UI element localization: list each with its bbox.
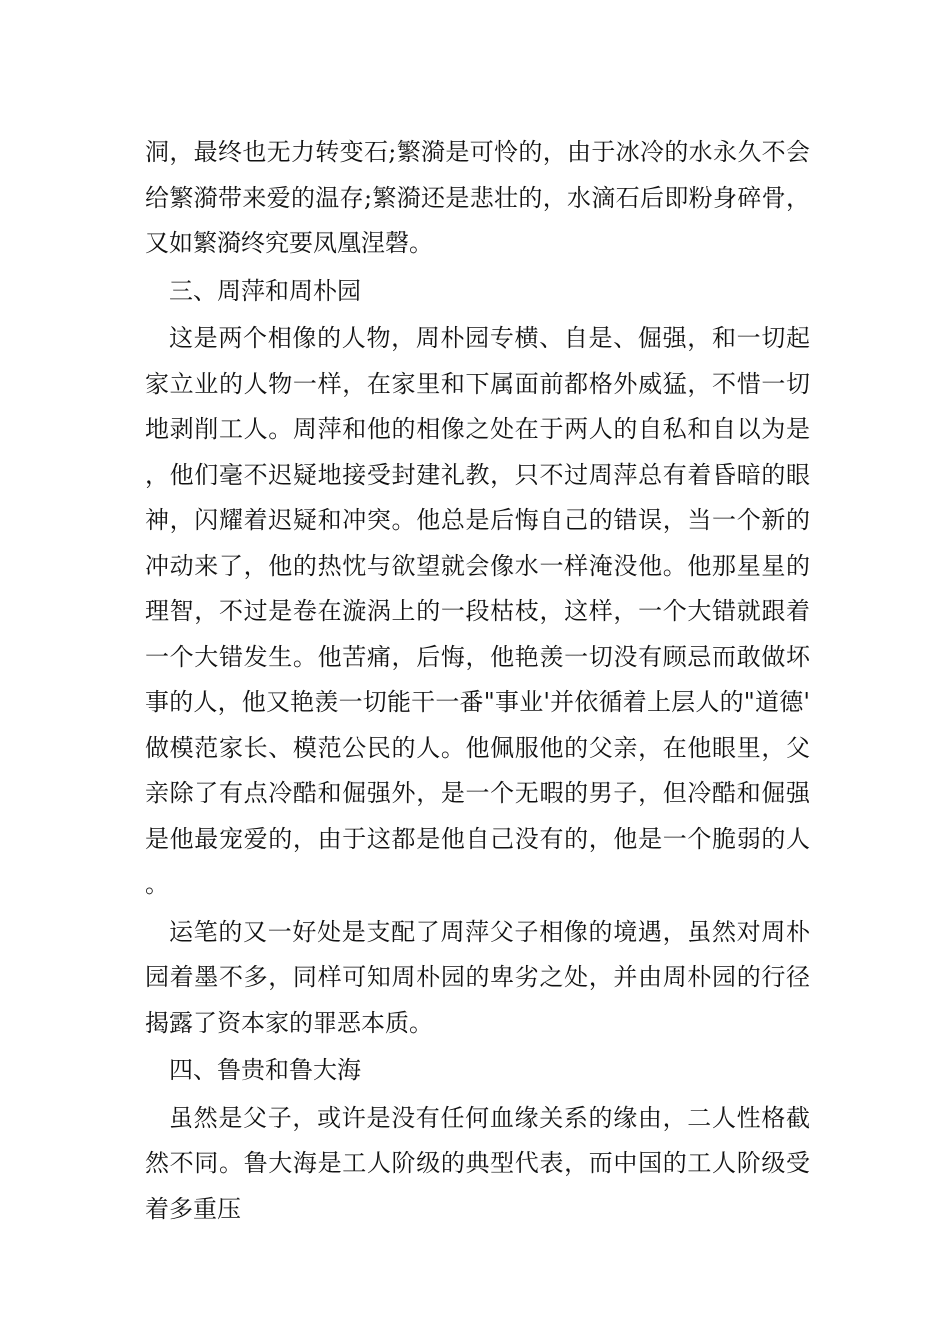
paragraph-fanyi-conclusion: 洞，最终也无力转变石;繁漪是可怜的，由于冰冷的水永久不会给繁漪带来爱的温存;繁漪还是悲壮的，水滴石后即粉身碎骨，又如繁漪终究要凤凰涅磬。 xyxy=(145,138,810,257)
paragraph-writing-merit: 运笔的又一好处是支配了周萍父子相像的境遇，虽然对周朴园着墨不多，同样可知周朴园的卑劣之处，并由周朴园的行径揭露了资本家的罪恶本质。 xyxy=(145,917,810,1037)
document-page xyxy=(145,130,810,1232)
paragraph-zhouping-zhoupuyuan: 这是两个相像的人物，周朴园专横、自是、倔强，和一切起家立业的人物一样，在家里和下属面前都格外威猛，不惜一切地剥削工人。周萍和他的相像之处在于两人的自私和自以为是，他们毫不迟疑地接受封建礼教，只不过周萍总有着昏暗的眼神，闪耀着迟疑和冲突。他总是后悔自己的错误，当一个新的冲动来了，他的热忱与欲望就会像水一样淹没他。他那星星的理智，不过是卷在漩涡上的一段枯枝，这样，一个大错就跟着一个大错发生。他苦痛，后悔，他艳羡一切没有顾忌而敢做坏事的人，他又艳羡一切能干一番"事业'并依循着上层人的"道德'做模范家长、模范公民的人。他佩服他的父亲，在他眼里，父亲除了有点冷酷和倔强外，是一个无暇的男子，但冷酷和倔强是他最宠爱的，由于这都是他自己没有的，他是一个脆弱的人。 xyxy=(145,324,810,898)
paragraph-lugui-ludahai: 虽然是父子，或许是没有任何血缘关系的缘由，二人性格截然不同。鲁大海是工人阶级的典型代表，而中国的工人阶级受着多重压 xyxy=(145,1103,810,1223)
section-heading-zhouping-zhoupuyuan: 三、周萍和周朴园 xyxy=(169,276,361,305)
section-heading-lugui-ludahai: 四、鲁贵和鲁大海 xyxy=(169,1056,361,1084)
